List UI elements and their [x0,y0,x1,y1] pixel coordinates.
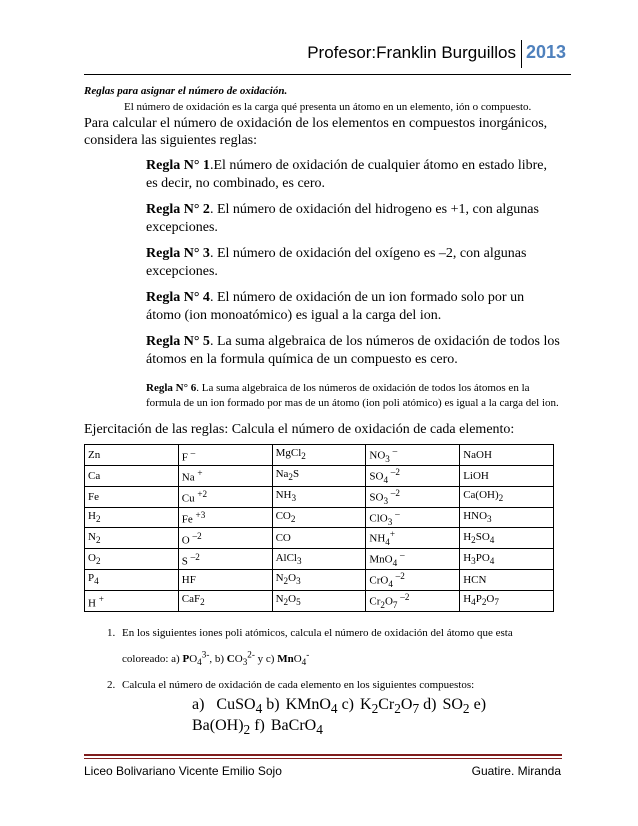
table-row [85,486,554,507]
table-cell: ClO$_3$ – [366,507,460,528]
rule-5-label: Regla N° 5 [146,334,210,349]
rule-1-text: .El número de oxidación de cualquier átomo en estado libre, es decir, no combinado, es cero. [146,158,547,191]
intro-definition: El número de oxidación es la carga qué presenta un átomo en un elemento, ión o compuesto. [124,101,532,113]
table-row [85,445,554,466]
table-cell: $NH_3$ [272,486,366,507]
table-cell: HF [178,570,272,591]
question-1-text: En los siguientes iones poli atómicos, calcula el número de oxidación del átomo que esta coloreado: a) $PO_4^{3-}$, b) $CO_3^{2-}$ y c) MnO$_4$- [122,626,513,668]
rule-2-text: . El número de oxidación del hidrogeno es +1, con algunas excepciones. [146,202,539,235]
table-cell: S $^{-2}$ [178,549,272,570]
header-year: 2013 [525,42,566,62]
table-cell: $Ca(OH)_2$ [460,486,554,507]
compound-item: c) $K_2Cr_2O_7$ [341,695,420,716]
rule-6 [146,381,560,411]
rule-3 [146,245,560,281]
table-cell: $H_4P_2O_7$ [460,590,554,611]
table-cell: $NO_3$ – [366,445,460,466]
table-cell: H + [85,590,179,611]
question-1 [118,622,560,674]
table-cell: $SO_3$ $^{-2}$ [366,486,460,507]
table-cell: CrO$_4$ $^{-2}$ [366,570,460,591]
table-cell: $Na_2S$ [272,465,366,486]
table-cell: Zn [85,445,179,466]
rule-4-label: Regla N° 4 [146,290,210,305]
exercise-table [84,444,554,612]
rule-3-label: Regla N° 3 [146,246,210,261]
table-cell: F – [178,445,272,466]
compound-item: a) CuSO$_4$ [192,695,263,716]
table-cell: $O_2$ [85,549,179,570]
table-cell: $H_2$ [85,507,179,528]
table-cell: O $^{-2}$ [178,528,272,549]
header-separator [521,40,522,68]
table-row [85,507,554,528]
table-cell: $H_3PO_4$ [460,549,554,570]
footer-school: Liceo Bolivariano Vicente Emilio Sojo [84,764,282,778]
rule-3-text: . El número de oxidación del oxígeno es –2, con algunas excepciones. [146,246,527,279]
table-cell: Na + [178,465,272,486]
compound-item: d) $SO_2$ [423,695,470,716]
table-cell: $HNO_3$ [460,507,554,528]
table-cell: $N_2O_5$ [272,590,366,611]
intro-instruction: Para calcular el número de oxidación de los elementos en compuestos inorgánicos, considera las siguientes reglas: [84,116,548,148]
compound-item: e) $Ba(OH)_2$ [192,695,487,737]
table-cell: Fe $^{+3}$ [178,507,272,528]
compounds-list [192,696,560,738]
compound-item: f) BaCrO$_4$ [254,716,323,737]
rule-4-text: . El número de oxidación de un ion formado solo por un átomo (ion monoatómico) es igual a la carga del ion. [146,290,525,323]
table-cell: CO [272,528,366,549]
table-cell: $SO_4$ $^{-2}$ [366,465,460,486]
footer-rule [84,754,562,759]
rule-6-text: . La suma algebraica de los números de oxidación de todos los átomos en la formula de un ion formado por mas de un átomo (ion poli atómico) es igual a la carga del ion. [146,382,559,409]
table-cell: MgCl$_2$ [272,445,366,466]
table-cell: HCN [460,570,554,591]
table-row [85,528,554,549]
table-cell: $Cr_2O_7$ $^{-2}$ [366,590,460,611]
rule-1-label: Regla N° 1 [146,158,210,173]
rule-4 [146,289,560,325]
rule-2-label: Regla N° 2 [146,202,210,217]
table-cell: AlCl$_3$ [272,549,366,570]
rule-5 [146,333,560,369]
table-row [85,549,554,570]
table-cell: CaF$_2$ [178,590,272,611]
table-cell: LiOH [460,465,554,486]
table-row [85,570,554,591]
question-2 [118,674,560,696]
question-2-text: Calcula el número de oxidación de cada elemento en los siguientes compuestos: [122,678,475,691]
exercise-title: Ejercitación de las reglas: Calcula el número de oxidación de cada elemento: [84,422,515,437]
questions-list [84,622,560,696]
header-author: Profesor:Franklin Burguillos [307,43,516,62]
table-cell: $N_2$ [85,528,179,549]
document-body [84,84,560,738]
table-cell: $P_4$ [85,570,179,591]
table-cell: $N_2O_3$ [272,570,366,591]
intro-paragraph [84,98,560,149]
table-cell: Ca [85,465,179,486]
table-cell: $NH_4^+$ [366,528,460,549]
footer-location: Guatire. Miranda [471,764,561,778]
table-row [85,465,554,486]
table-cell: MnO$_4$ – [366,549,460,570]
table-cell: $H_2SO_4$ [460,528,554,549]
table-cell: Cu $^{+2}$ [178,486,272,507]
table-cell: Fe [85,486,179,507]
table-row [85,590,554,611]
rule-6-label: Regla N° 6 [146,382,197,394]
table-cell: $CO_2$ [272,507,366,528]
rule-2 [146,201,560,237]
header-rule [84,74,571,75]
rule-1 [146,157,560,193]
table-cell: NaOH [460,445,554,466]
document-title: Reglas para asignar el número de oxidación. [84,85,288,97]
compound-item: b) KMnO$_4$ [266,695,338,716]
rules-list [84,157,560,411]
page-header [270,40,570,70]
rule-5-text: . La suma algebraica de los números de oxidación de todos los átomos en la formula química de un compuesto es cero. [146,334,560,367]
